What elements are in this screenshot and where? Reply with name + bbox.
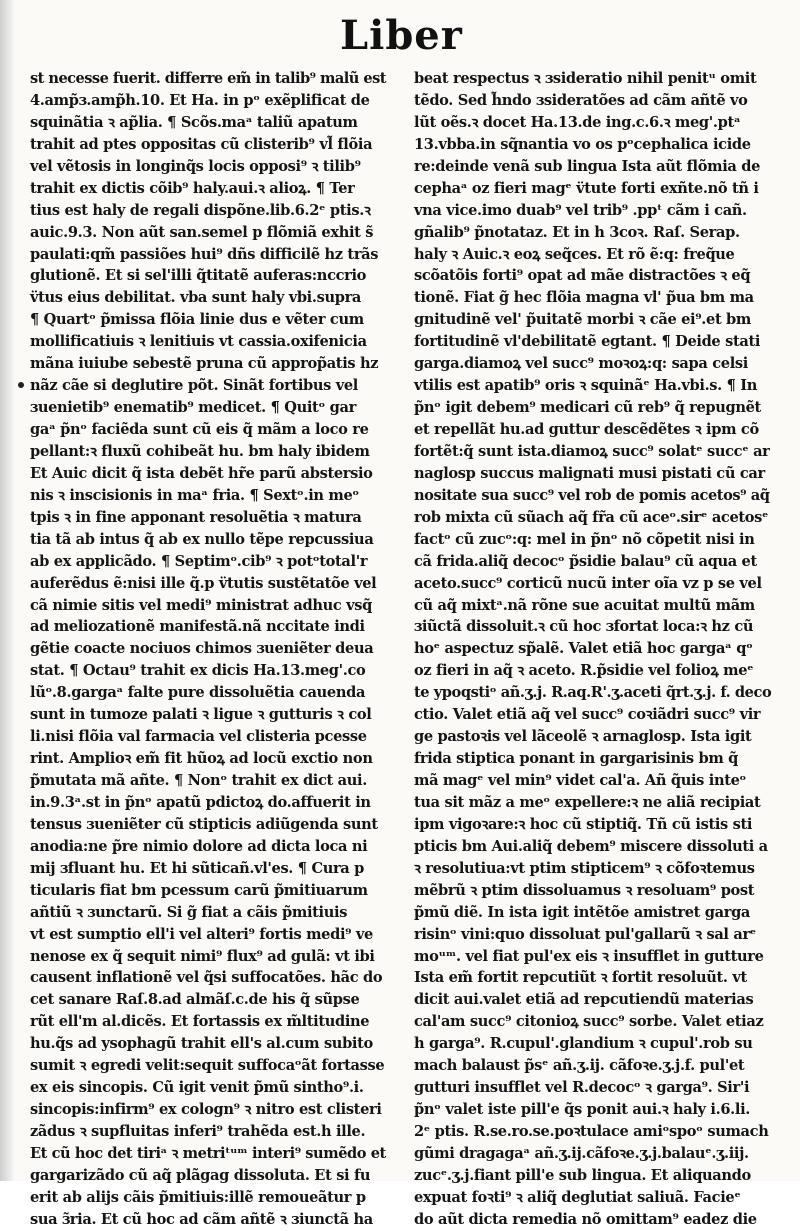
right-column-line: moᵘᵐ. vel fiat pul'ex eis ꝛ insufflet in gutture (414, 947, 764, 965)
left-column-line: vel vẽtosis in longinq̃s locis opposi⁹ ꝛ tilib⁹ (30, 157, 361, 175)
right-column-line: re:deinde venã sub lingua Ista aũt flõmia de (414, 157, 761, 175)
left-column-line: Et cũ hoc det tiriᵃ ꝛ metriᵗᵘᵐ interi⁹ sumẽdo et (30, 1144, 386, 1162)
right-column-line: garga.diamoꝝ vel succ⁹ moꝛoꝝ:q: sapa celsi (414, 355, 748, 373)
left-column-line: st necesse fuerit. differre em̃ in talib⁹ malũ est (30, 70, 386, 87)
right-column-line: p̃nᵒ valet iste pill'e q̃s ponit aui.ꝛ haly i.6.li. (414, 1101, 750, 1119)
left-column-line: glutionẽ. Et si sel'illi q̃titatẽ auferas:nccrio (30, 267, 367, 285)
right-column-line: factᵒ cũ zucᵒ:q: mel in p̃nᵒ nõ cõpetit nisi in (414, 530, 755, 548)
left-column-line: trahit ad ptes oppositas cũ clisterib⁹ vl̃ flõia (30, 135, 373, 153)
right-column (414, 68, 772, 1231)
right-column-line: et repellãt hu.ad guttur descẽdẽtes ꝛ ipm cõ (414, 421, 759, 438)
left-column-line: sincopis:infirm⁹ ex cologn⁹ ꝛ nitro est clisteri (30, 1101, 382, 1119)
right-column-line: vtilis est apatib⁹ oris ꝛ squinãᵉ Ha.vbi.s. ¶ In (414, 377, 758, 395)
left-column-line: stat. ¶ Octau⁹ trahit ex dicis Ha.13.meg'.co (30, 662, 366, 680)
right-column-line: cephaᵃ oz fieri magᵉ v̈tute forti exñte.nõ tñ i (414, 179, 759, 197)
left-column-line: tensus ɜueniẽter cũ stipticis adiũgenda sunt (30, 815, 378, 833)
left-column-line: tpis ꝛ in fine apponant resoluẽtia ꝛ matura (30, 508, 362, 526)
right-column-line: beat respectus ꝛ ɜsideratio nihil penitᵘ omit (414, 70, 757, 87)
left-column-line: trahit ex dictis cõib⁹ haly.aui.ꝛ alioꝝ. ¶ Ter (30, 179, 355, 197)
right-column-line: tionẽ. Fiat g̃ hec flõia magna vl' p̃ua bm ma (414, 289, 754, 307)
right-column-line: te ypoqstiᵒ añ.ʒ.j. R.aq.R'.ʒ.aceti q̃rt.ʒ.j. f. deco (414, 684, 772, 702)
left-column-line: cã nimie sitis vel medi⁹ ministrat adhuc vsq̃ (30, 596, 373, 614)
left-column-line: ticularis fiat bm pcessum carũ p̃mitiuarum (30, 881, 368, 899)
right-column-line: ꝛ resolutiua:vt ptim stipticem⁹ ꝛ cõfoꝛtemus (414, 859, 755, 877)
right-column-line: gũmi dragagaᵃ añ.ʒ.ij.cãfoꝛe.ʒ.j.balauᵉ.ʒ.iij. (414, 1144, 749, 1162)
left-column-line: tia tã ab intus q̃ ab ex nullo tẽpe repcussiua (30, 530, 374, 548)
running-head: Liber (340, 12, 463, 59)
right-column-line: haly ꝛ Auic.ꝛ eoꝝ seq̃ces. Et rõ ẽ:q: freq̃ue (414, 245, 735, 263)
right-column-line: tẽdo. Sed h̃ndo ɜsideratões ad cãm añtẽ vo (414, 91, 748, 109)
right-column-line: cã frida.aliq̃ decocᵒ p̃sidie balau⁹ cũ aqua et (414, 552, 757, 570)
left-column-line: zãdus ꝛ supfluitas inferi⁹ trahẽda est.h ille. (30, 1123, 366, 1140)
right-column-line: ipm vigoꝛare:ꝛ hoc cũ stiptiq̃. Tñ cũ istis sti (414, 815, 753, 833)
left-column (30, 68, 388, 1231)
right-column-line: oz fieri in aq̃ ꝛ aceto. R.p̃sidie vel folioꝝ meᵉ (414, 662, 754, 680)
right-column-line: mã magᵉ vel min⁹ videt cal'a. Añ q̃uis inteᵒ (414, 772, 747, 789)
left-column-line: gẽtie coacte nociuos chimos ɜueniẽter deua (30, 640, 374, 658)
right-column-line: risinᵒ vini:quo dissoluat pul'gallarũ ꝛ sal arᵉ (414, 925, 756, 943)
left-column-line: auic.9.3. Non aũt san.semel p flõmiã exhit s̃ (30, 223, 374, 241)
left-column-line: gaᵃ p̃nᵒ faciẽda sunt cũ eis q̃ mãm a loco re (30, 421, 369, 438)
left-column-line: lũᵒ.8.gargaᵃ falte pure dissoluẽtia cauenda (30, 684, 366, 702)
right-column-line: tua sit mãz a meᵒ expellere:ꝛ ne aliã recipiat (414, 793, 761, 811)
right-column-line: rob mixta cũ sũach aq̃ fr̃a cũ aceᵒ.sirᵉ acetosᵉ (414, 508, 769, 526)
right-column-line: mẽbrũ ꝛ ptim dissoluamus ꝛ resoluam⁹ post (414, 881, 755, 899)
left-column-line: squinãtia ꝛ ap̃lia. ¶ Scõs.maᵃ taliũ apatum (30, 113, 358, 131)
right-column-line: mach balaust p̃sᵉ añ.ʒ.ij. cãfoꝛe.ʒ.j.f. pul'et (414, 1057, 745, 1075)
left-column-line: ɜuenietib⁹ enematib⁹ medicet. ¶ Quitᵒ gar (30, 399, 356, 417)
margin-mark (18, 382, 24, 388)
left-column-line: vt est sumptio ell'i vel alteri⁹ fortis medi⁹ ve (30, 925, 373, 943)
right-column-line: p̃nᵒ igit debem⁹ medicari cũ reb⁹ q̃ repugnẽt (414, 399, 761, 417)
left-column-line: p̃mutata mã añte. ¶ Nonᵒ trahit ex dict aui. (30, 772, 367, 789)
right-column-line: gutturi insufflet vel R.decocᵒ ꝛ garga⁹. Sir'i (414, 1079, 750, 1097)
left-column-line: pellant:ꝛ fluxũ cohibeãt hu. bm haly ibidem (30, 442, 370, 460)
right-column-line: cal'am succ⁹ citonioꝝ succ⁹ sorbe. Valet etiaz (414, 1013, 764, 1031)
right-column-line: zucᵉ.ʒ.j.fiant pill'e sub lingua. Et aliquando (414, 1166, 751, 1184)
page-edge-shadow (0, 0, 14, 1181)
right-column-line: cũ aq̃ mixtᵃ.nã rõne sue acuitat multũ mãm (414, 596, 755, 614)
left-column-line: cet sanare Raſ.8.ad almãſ.c.de his q̃ sũpse (30, 991, 360, 1009)
right-column-line: fortẽt:q̃ sunt ista.diamoꝝ succ⁹ solatᵉ succᵉ ar (414, 442, 770, 460)
right-column-line: ge pastoꝛis vel lãceolẽ ꝛ arnaglosp. Ista igit (414, 728, 752, 746)
right-column-line: ɜiũctã dissoluit.ꝛ cũ hoc ɜfortat loca:ꝛ hz cũ (414, 618, 754, 636)
right-column-line: expuat foꝛti⁹ ꝛ aliq̃ deglutiat saliuã. Facieᵉ (414, 1188, 741, 1206)
left-column-line: causent inflationẽ vel q̃si suffocatões. hãc do (30, 969, 383, 987)
left-column-line: gargarizãdo cũ aq̃ plãgag dissoluta. Et si fu (30, 1166, 371, 1184)
right-column-line: gnitudinẽ vel' p̃uitatẽ morbi ꝛ cãe ei⁹.et bm (414, 311, 752, 329)
left-column-line: auferẽdus ẽ:nisi ille q̃.p v̈tutis sustẽtatõe vel (30, 574, 377, 592)
right-column-line: lũt oẽs.ꝛ docet Ha.13.de ing.c.6.ꝛ meg'.ptᵃ (414, 113, 741, 131)
right-column-line: 2ᵉ ptis. R.se.ro.se.poꝛtulace amiᵒspoᵒ sumach (414, 1123, 769, 1140)
left-column-line: ex eis sincopis. Cũ igit venit p̃mũ sintho⁹.i. (30, 1079, 364, 1097)
right-column-line: naglosp succus malignati musi pistati cũ car (414, 464, 765, 482)
left-column-line: sunt in tumoze palati ꝛ ligue ꝛ gutturis ꝛ col (30, 706, 372, 724)
left-column-line: erit ab alijs cãis p̃mitiuis:illẽ remoueãtur p (30, 1188, 366, 1206)
left-column-line: mãna iuiube sebestẽ pruna cũ approp̃atis hz (30, 355, 379, 373)
left-column-line: ¶ Quartᵒ p̃missa flõia linie dus e vẽter cum (30, 311, 364, 329)
left-column-line: li.nisi flõia val farmacia vel clisteria pcesse (30, 728, 367, 746)
left-column-line: sua ɜ̃ria. Et cũ hoc ad cãm añtẽ ꝛ ɜiunctã ha (30, 1210, 373, 1228)
right-column-line: ctio. Valet etiã aq̃ vel succ⁹ coꝛiãdri succ⁹ vir (414, 706, 761, 724)
right-column-line: gñalib⁹ p̃notataz. Et in h 3coꝛ. Raſ. Serap. (414, 223, 740, 241)
left-column-line: hu.q̃s ad ysophagũ trahit ell's al.cum subito (30, 1035, 373, 1053)
right-column-line: Ista em̃ fortit repcutiũt ꝛ fortit resoluũt. vt (414, 969, 747, 987)
right-column-line: vna vice.imo duab⁹ vel trib⁹ .ppᵗ cãm i cañ. (414, 201, 747, 219)
right-column-line: 13.vbba.in sq̃nantia vo os pᵒcephalica icide (414, 135, 751, 153)
right-column-line: pticis bm Aui.aliq̃ debem⁹ miscere dissoluti a (414, 837, 768, 855)
left-column-line: tius est haly de regali dispõne.lib.6.2ᵉ ptis.ꝛ (30, 201, 371, 219)
right-column-line: p̃mũ diẽ. In ista igit intẽtõe amistret garga (414, 903, 751, 921)
left-column-line: Et Auic dicit q̃ ista debẽt hr̃e parũ abstersio (30, 464, 373, 482)
right-column-line: scõatõis forti⁹ opat ad mãe distractões ꝛ eq̃ (414, 267, 751, 285)
left-column-line: paulati:qm̃ passiões hui⁹ dñs difficilẽ hz trãs (30, 245, 379, 263)
left-column-line: mollificatiuis ꝛ lenitiuis vt cassia.oxifenicia (30, 333, 367, 351)
left-column-line: anodia:ne p̃re nimio dolore ad dicta loca ni (30, 837, 368, 855)
left-column-line: 4.amp̃ɜ.amp̃h.10. Et Ha. in pᵒ exẽplificat de (30, 91, 370, 109)
left-column-line: rũt ell'm al.dicẽs. Et fortassis ex m̃ltitudine (30, 1013, 370, 1031)
left-column-line: in.9.3ᵃ.st in p̃nᵒ apatũ pdictoꝝ do.affuerit in (30, 793, 371, 811)
right-column-line: h garga⁹. R.cupul'.glandium ꝛ cupul'.rob su (414, 1035, 753, 1053)
left-column-line: nis ꝛ inscisionis in maᵃ fria. ¶ Sextᵒ.in meᵒ (30, 486, 359, 504)
left-column-line: sumit ꝛ egredi velit:sequit suffocaᵒãt fortasse (30, 1057, 385, 1075)
left-column-line: ad meliozationẽ manifestã.nã nccitate indi (30, 618, 365, 636)
left-column-line: ab ex applicãdo. ¶ Septimᵒ.cib⁹ ꝛ potᵒtotal'r (30, 552, 368, 570)
right-column-line: aceto.succ⁹ corticũ nucũ inter oĩa vz p se vel (414, 574, 762, 592)
right-column-line: dicit aui.valet etiã ad repcutiendũ materias (414, 991, 754, 1009)
left-column-line: v̈tus eius debilitat. vba sunt haly vbi.supra (30, 289, 362, 307)
left-column-line: añtiũ ꝛ ɜunctarũ. Si g̃ fiat a cãis p̃mitiuis (30, 903, 348, 921)
left-column-line: rint. Amplioꝛ em̃ fit hũoꝝ ad locũ exctio non (30, 750, 373, 768)
right-column-line: do aũt dicta remedia nõ omittam⁹ eadez die (414, 1210, 757, 1228)
right-column-line: hoᵉ aspectuz sp̃alẽ. Valet etiã hoc gargaᵃ qᵒ (414, 640, 753, 658)
right-column-line: nositate sua succ⁹ vel rob de pomis acetos⁹ aq̃ (414, 486, 770, 504)
right-column-line: frida stiptica ponant in gargarisinis bm q̃ (414, 750, 739, 768)
right-column-line: fortitudinẽ vl'debilitatẽ egtant. ¶ Deide stati (414, 333, 761, 351)
left-column-line: nenose ex q̃ sequit nimi⁹ flux⁹ ad gulã: vt ibi (30, 947, 375, 965)
left-column-line: mij ɜfluant hu. Et hi sũticañ.vl'es. ¶ Cura p (30, 859, 364, 877)
left-column-line: nãz cãe si deglutire põt. Sinãt fortibus vel (30, 377, 358, 395)
